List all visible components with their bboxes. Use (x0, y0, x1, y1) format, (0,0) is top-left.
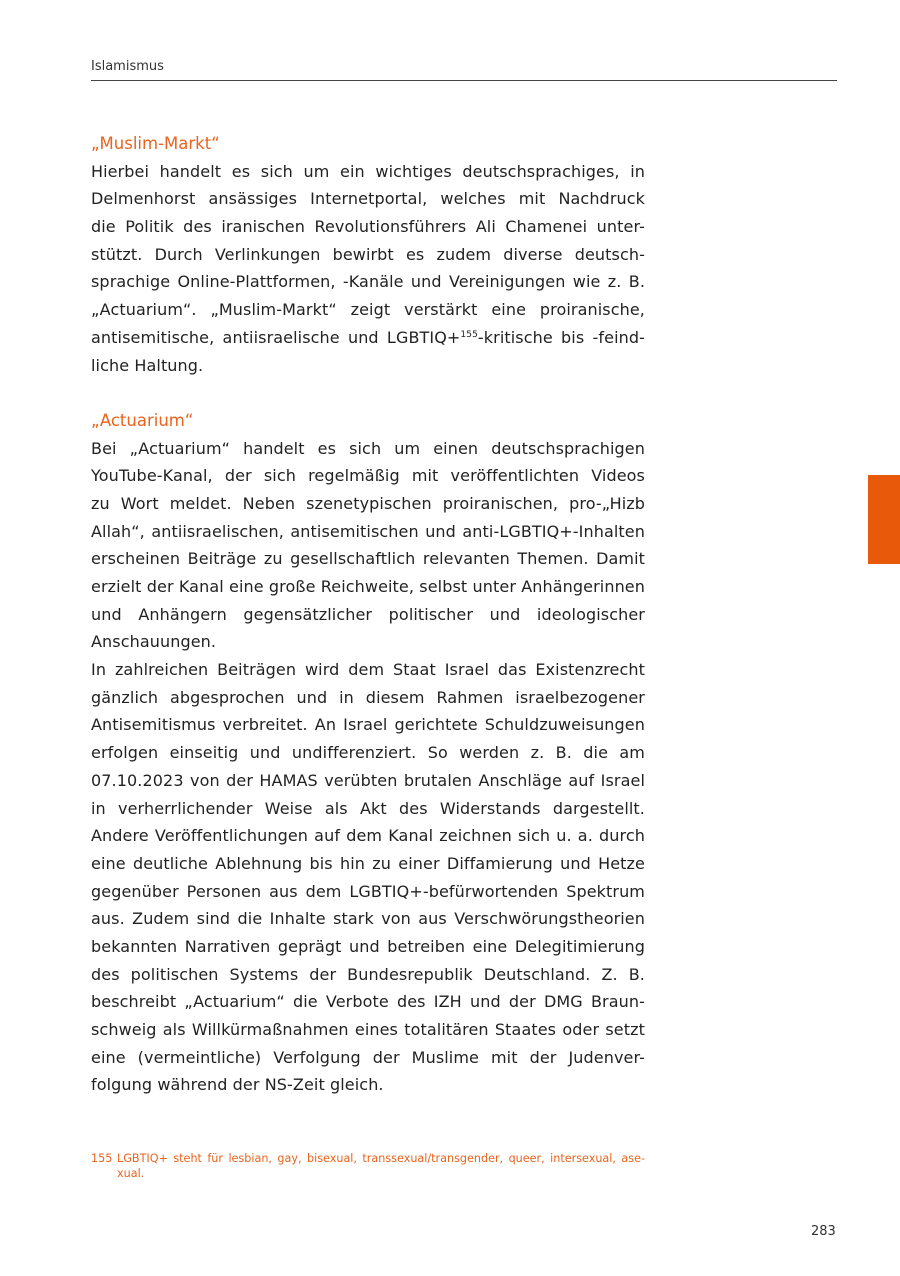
text-line: Hierbei handelt es sich um ein wichtiges deutschsprachiges, in (91, 161, 645, 181)
text-line: beschreibt „Actuarium“ die Verbote des IZH und der DMG Braun- (91, 992, 645, 1012)
text-line: aus. Zudem sind die Inhalte stark von aus Verschwörungstheorien (91, 909, 645, 929)
footnote-number: 155 (91, 1152, 113, 1165)
paragraph (91, 656, 645, 1099)
text-line: In zahlreichen Beiträgen wird dem Staat Israel das Existenzrecht (91, 660, 645, 680)
text-line: Andere Veröffentlichungen auf dem Kanal zeichnen sich u. a. durch (91, 826, 645, 846)
text-line: eine (vermeintliche) Verfolgung der Muslime mit der Judenver- (91, 1047, 645, 1067)
text-line: eine deutliche Ablehnung bis hin zu einer Diffamierung und Hetze (91, 853, 645, 873)
footnote-line: xual. (117, 1167, 145, 1180)
footnote (91, 1151, 645, 1181)
text-line: „Actuarium“. „Muslim-Markt“ zeigt verstärkt eine proiranische, (91, 300, 645, 320)
text-line: folgung während der NS-Zeit gleich. (91, 1075, 384, 1095)
text-line: gegenüber Personen aus dem LGBTIQ+-befürwortenden Spektrum (91, 881, 645, 901)
text-line: stützt. Durch Verlinkungen bewirbt es zudem diverse deutsch- (91, 244, 645, 264)
text-line: Anschauungen. (91, 632, 217, 652)
text-line: erzielt der Kanal eine große Reichweite, selbst unter Anhängerinnen (91, 577, 645, 596)
text-line: gänzlich abgesprochen und in diesem Rahmen israelbezogener (91, 687, 645, 707)
section (91, 407, 645, 1099)
page-number: 283 (811, 1224, 836, 1239)
text-line: YouTube-Kanal, der sich regelmäßig mit veröffentlichten Videos (91, 466, 645, 486)
text-line: des politischen Systems der Bundesrepublik Deutschland. Z. B. (91, 964, 645, 984)
text-line: Bei „Actuarium“ handelt es sich um einen deutschsprachigen (91, 438, 645, 458)
section-heading: „Muslim-Markt“ (91, 134, 220, 153)
text-line: und Anhängern gegensätzlicher politischer und ideologischer (91, 604, 645, 624)
chapter-thumb-tab (868, 475, 900, 564)
text-line (91, 324, 645, 352)
text-segment: antisemitische, antiisraelische und LGBTIQ+ (91, 327, 461, 347)
text-line: Delmenhorst ansässiges Internetportal, welches mit Nachdruck (91, 189, 645, 209)
text-line: die Politik des iranischen Revolutionsführers Ali Chamenei unter- (91, 217, 645, 237)
running-head: Islamismus (91, 59, 164, 74)
text-line: erscheinen Beiträge zu gesellschaftlich relevanten Themen. Damit (91, 549, 645, 569)
section (91, 130, 645, 379)
text-line: Antisemitismus verbreitet. An Israel gerichtete Schuldzuweisungen (91, 715, 645, 735)
text-segment: -kritische bis -feind- (477, 327, 645, 347)
footnote-text (117, 1151, 645, 1181)
text-line: bekannten Narrativen geprägt und betreiben eine Delegitimierung (91, 936, 645, 956)
footnote-line: LGBTIQ+ steht für lesbian, gay, bisexual, transsexual/transgender, queer, intersexual, ase- (117, 1152, 645, 1165)
paragraph (91, 158, 645, 380)
paragraph (91, 435, 645, 657)
text-line: schweig als Willkürmaßnahmen eines totalitären Staates oder setzt (91, 1020, 645, 1039)
footnote-reference: 155 (460, 329, 478, 340)
text-line: zu Wort meldet. Neben szenetypischen proiranischen, pro-„Hizb (91, 493, 645, 513)
text-line: erfolgen einseitig und undifferenziert. So werden z. B. die am (91, 743, 645, 763)
header-divider (91, 80, 837, 81)
section-heading: „Actuarium“ (91, 410, 194, 430)
text-line: sprachige Online-Plattformen, -Kanäle und Vereinigungen wie z. B. (91, 272, 645, 292)
text-line: Allah“, antiisraelischen, antisemitischen und anti-LGBTIQ+-Inhalten (91, 521, 645, 541)
body-text (91, 130, 645, 1099)
text-line: 07.10.2023 von der HAMAS verübten brutalen Anschläge auf Israel (91, 770, 645, 790)
text-line: liche Haltung. (91, 355, 204, 375)
section-spacer (91, 379, 645, 407)
text-line: in verherrlichender Weise als Akt des Widerstands dargestellt. (91, 798, 645, 818)
